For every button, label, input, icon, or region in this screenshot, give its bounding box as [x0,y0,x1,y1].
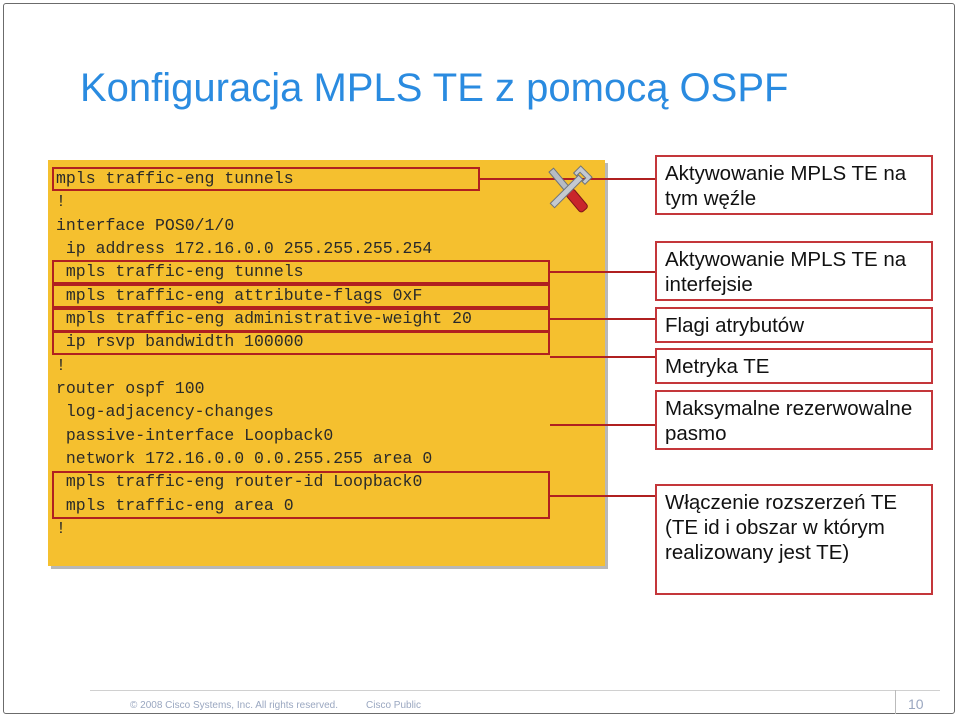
code-line: ip rsvp bandwidth 100000 [56,332,304,351]
code-line: log-adjacency-changes [56,402,274,421]
code-line: router ospf 100 [56,379,205,398]
code-line: mpls traffic-eng tunnels [56,169,294,188]
connector-line [550,495,655,497]
connector-line [550,271,655,273]
code-line: ! [56,356,66,375]
code-line: mpls traffic-eng tunnels [56,262,304,281]
highlight-box-attribute-flags [52,284,550,308]
code-line: mpls traffic-eng area 0 [56,496,294,515]
footer-classification: Cisco Public [366,700,422,711]
label-max-bandwidth: Maksymalne rezerwowalne pasmo [655,390,933,450]
code-line: ip address 172.16.0.0 255.255.255.254 [56,239,433,258]
connector-line [550,424,655,426]
slide-title: Konfiguracja MPLS TE z pomocą OSPF [80,66,789,110]
code-line: interface POS0/1/0 [56,216,235,235]
footer [130,700,422,711]
code-line: passive-interface Loopback0 [56,426,334,445]
code-line: network 172.16.0.0 0.0.255.255 area 0 [56,449,433,468]
footer-divider [90,690,940,691]
label-attribute-flags: Flagi atrybutów [655,307,933,343]
label-te-interface: Aktywowanie MPLS TE na interfejsie [655,241,933,301]
highlight-box-ospf-te [52,471,550,519]
highlight-box-rsvp-bandwidth [52,331,550,355]
highlight-box-admin-weight [52,308,550,332]
connector-line [550,356,655,358]
label-te-metric: Metryka TE [655,348,933,384]
footer-separator [895,690,896,714]
wrench-screwdriver-icon [536,160,600,220]
highlight-box-tunnels [52,167,480,191]
page-number: 10 [908,696,924,712]
code-line: mpls traffic-eng attribute-flags 0xF [56,286,423,305]
label-te-extensions: Włączenie rozszerzeń TE (TE id i obszar w którym realizowany jest TE) [655,484,933,595]
highlight-box-interface-tunnels [52,260,550,284]
label-te-node: Aktywowanie MPLS TE na tym węźle [655,155,933,215]
footer-copyright: © 2008 Cisco Systems, Inc. All rights reserved. [130,700,339,711]
code-line: mpls traffic-eng administrative-weight 20 [56,309,472,328]
code-line: mpls traffic-eng router-id Loopback0 [56,472,423,491]
code-line: ! [56,192,66,211]
code-line: ! [56,519,66,538]
connector-line [550,318,655,320]
